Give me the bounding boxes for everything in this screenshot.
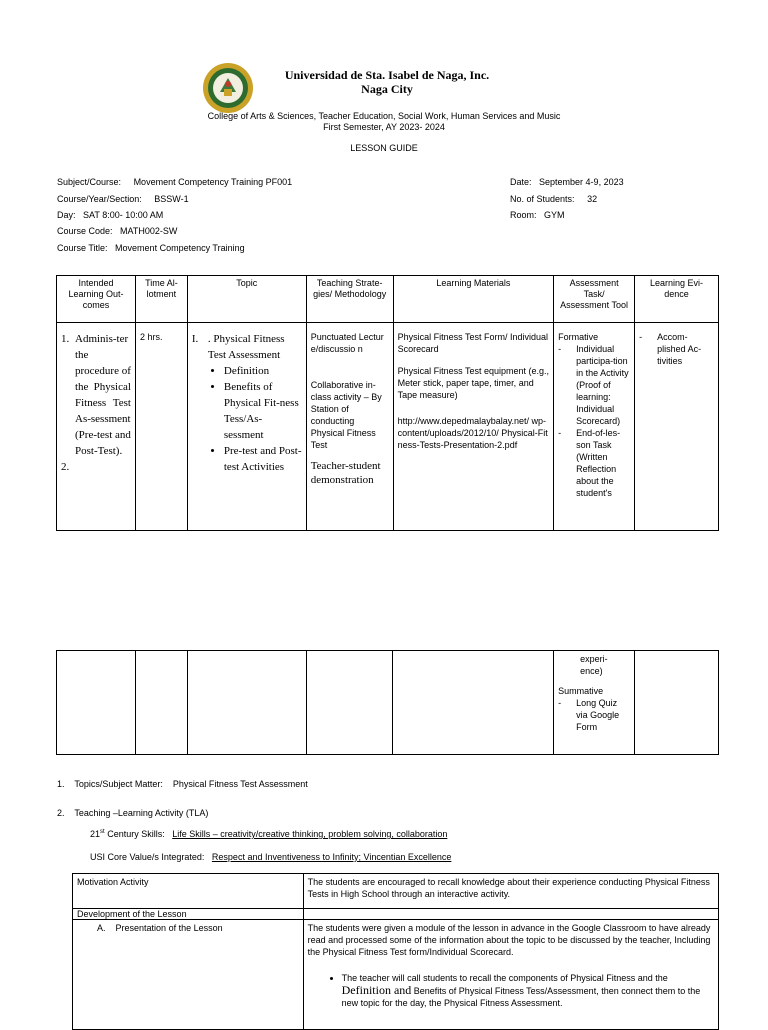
info-room [510,210,565,220]
header-topic: Topic [187,276,306,323]
topic-sub-item: • Benefits of Physical Fit-ness Tess/As-sessment [224,379,302,443]
header-materials: Learning Materials [393,276,553,323]
presentation-bullet: • The teacher will call students to recall the components of Physical Fitness and the Definition and Benefits of Physical Fitness Tess/Assessment, then connect them to the new topic for the day, the Physical Fitness Assessment. [342,972,714,1009]
info-section [57,194,189,204]
info-section-value: BSSW-1 [154,194,189,204]
cell-empty [187,651,306,755]
info-students-label: No. of Students: [510,194,575,204]
college-line: College of Arts & Sciences, Teacher Education, Social Work, Human Services and Music [207,111,561,121]
assessment-formative-item: Individual participa-tion in the Activity (Proof of learning: Individual Scorecard) [576,344,629,426]
semester-line: First Semester, AY 2023- 2024 [323,122,445,132]
info-course-title [57,243,245,253]
header-strategies: Teaching Strate-gies/ Methodology [306,276,393,323]
section-number: 1. [57,779,65,789]
cell-empty [57,651,136,755]
info-day-label: Day: [57,210,76,220]
university-name: Universidad de Sta. Isabel de Naga, Inc. [284,68,490,82]
cell-assessment-continued: experi-ence) Summative - Long Quiz via Google Form [554,651,635,755]
strategy-demonstration: Teacher-student demonstration [310,460,381,486]
section-tla [57,808,208,818]
table-header-row [57,276,719,323]
cell-ilo [57,323,136,531]
info-students [510,194,597,204]
section-topics-value: Physical Fitness Test Assessment [172,779,308,789]
material-form: Physical Fitness Test Form/ Individual Scorecard [397,332,549,354]
document-title: LESSON GUIDE [350,143,418,153]
info-room-label: Room: [510,210,537,220]
header-ilo: Intended Learning Out-comes [57,276,136,323]
century-skills-value: Life Skills – creativity/creative thinking, problem solving, collaboration [172,829,448,839]
cell-strategies [306,323,393,531]
topic-sub-item: • Definition [224,363,302,379]
cell-empty [635,651,719,755]
presentation-text-cell [303,920,718,1030]
cell-time: 2 hrs. [135,323,187,531]
development-label: Development of the Lesson [73,909,304,920]
info-day-value: SAT 8:00- 10:00 AM [83,210,164,220]
info-room-value: GYM [544,210,565,220]
info-date-label: Date: [510,177,532,187]
info-subject-value: Movement Competency Training PF001 [133,177,293,187]
info-code [57,226,177,236]
cell-empty [393,651,554,755]
info-students-value: 32 [587,194,598,204]
lesson-table-continued [56,650,719,755]
section-number: 2. [57,808,65,818]
tla-table [72,873,719,1030]
university-city: Naga City [361,82,413,96]
presentation-label: Presentation of the Lesson [115,923,223,933]
ilo-1-text: Adminis-ter the procedure of the Physical Fitness Test As-sessment (Pre-test and Post-Test). [75,333,131,457]
header-evidence: Learning Evi-dence [635,276,719,323]
ilo-1-number: 1. [61,333,70,345]
info-day [57,210,163,220]
century-skills-line [90,829,447,839]
motivation-text: The students are encouraged to recall knowledge about their experience conducting Physical Fitness Tests in High School through an interactive activity. [303,874,718,909]
section-topics [57,779,308,789]
ilo-2-number: 2. [61,461,70,473]
cell-empty [306,651,393,755]
assessment-summative-label: Summative [558,686,604,696]
info-subject [57,177,292,187]
lesson-table [56,275,719,531]
info-code-value: MATH002-SW [120,226,178,236]
cell-topic [187,323,306,531]
table-row [73,909,719,920]
motivation-label: Motivation Activity [73,874,304,909]
info-course-title-label: Course Title: [57,243,108,253]
info-section-label: Course/Year/Section: [57,194,142,204]
section-topics-label: Topics/Subject Matter: [74,779,163,789]
section-tla-label: Teaching –Learning Activity (TLA) [74,808,209,818]
strategy-collaborative: Collaborative in-class activity – By Station of conducting Physical Fitness Test [310,380,382,450]
table-row [73,874,719,909]
topic-sub-item: • Pre-test and Post-test Activities [224,443,302,475]
topic-number: I. [191,333,199,345]
core-values-value: Respect and Inventiveness to Infinity; Vincentian Excellence [211,852,452,862]
cell-assessment: Formative - Individual participa-tion in the Activity (Proof of learning: Individual Scorecard) - End-of-les-son Task (Written Reflection about the student's [554,323,635,531]
info-code-label: Course Code: [57,226,113,236]
table-row [73,920,719,1030]
cell-evidence: - Accom-plished Ac-tivities [635,323,719,531]
info-date [510,177,624,187]
assessment-continued-text: experi-ence) [580,654,608,676]
material-link: http://www.depedmalaybalay.net/ wp-content/uploads/2012/10/ Physical-Fitness-Tests-Presentation-2.pdf [397,416,548,450]
presentation-text: The students were given a module of the lesson in advance in the Google Classroom to have already read and processed some of the information about the topic to be discussed by the teacher, Including the Physical Fitness Test form/Individual Scorecard. [307,923,711,957]
university-seal-logo [202,62,254,114]
cell-empty [303,909,718,920]
evidence-item: Accom-plished Ac-tivities [657,332,702,366]
topic-main: . Physical Fitness Test Assessment [207,333,285,361]
assessment-formative-label: Formative [558,332,599,342]
cell-empty [135,651,187,755]
presentation-cell [73,920,304,1030]
core-values-line [90,852,451,862]
info-subject-label: Subject/Course: [57,177,122,187]
info-course-title-value: Movement Competency Training [115,243,245,253]
material-equipment: Physical Fitness Test equipment (e.g., Meter stick, paper tape, timer, and Tape measure) [397,366,550,400]
core-values-label: USI Core Value/s Integrated: [90,852,205,862]
century-skills-label: 21st Century Skills: [90,829,165,839]
assessment-summative-item: Long Quiz via Google Form [576,698,620,732]
table-row [57,323,719,531]
header-time: Time Al-lotment [135,276,187,323]
info-date-value: September 4-9, 2023 [539,177,624,187]
cell-materials [393,323,553,531]
strategy-lecture: Punctuated Lecture/discussio n [310,332,384,354]
table-row [57,651,719,755]
presentation-number: A. [97,923,106,933]
header-assessment: Assessment Task/ Assessment Tool [554,276,635,323]
assessment-formative-item: End-of-les-son Task (Written Reflection about the student's [576,428,621,498]
